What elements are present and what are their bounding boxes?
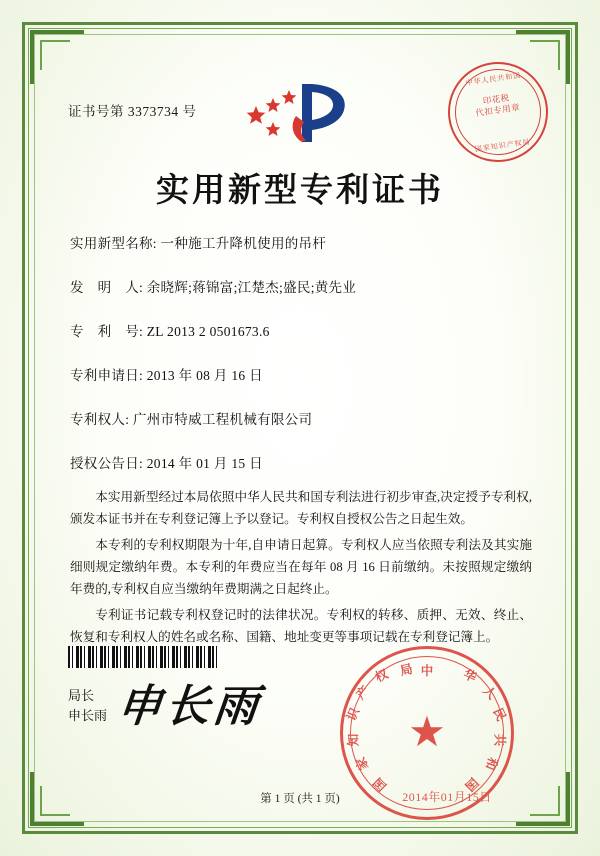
seal-char-11: 产 [354, 683, 373, 703]
field-label-application-date: 专利申请日: [70, 368, 144, 383]
field-value-patent-number: ZL 2013 2 0501673.6 [146, 324, 270, 339]
field-label-inventor: 发 明 人: [70, 280, 144, 295]
field-value-grant-date: 2014 年 01 月 15 日 [146, 456, 263, 471]
seal-char-8: 家 [353, 755, 371, 773]
certificate-content [46, 46, 554, 810]
field-row-patent-number [70, 320, 534, 340]
seal-char-7: 国 [370, 774, 390, 794]
page-title: 实用新型专利证书 [156, 173, 444, 209]
field-row-application-date [70, 364, 534, 384]
page-footer: 第 1 页 (共 1 页) [260, 793, 340, 805]
field-label-patent-number: 专 利 号: [70, 324, 144, 339]
seal-char-3: 民 [490, 705, 509, 724]
legal-text-block [70, 486, 532, 652]
seal-char-12: 权 [372, 666, 391, 685]
seal-char-10: 识 [344, 705, 363, 724]
paragraph-1: 本实用新型经过本局依照中华人民共和国专利法进行初步审查,决定授予专利权,颁发本证书并在专利登记簿上予以登记。专利权自授权公告之日起生效。 [70, 490, 532, 526]
field-row-grant-date [70, 452, 534, 472]
tax-stamp-center-text: 印花税 代扣专用章 [474, 92, 521, 119]
seal-char-6: 国 [461, 774, 481, 794]
signature-name-label: 申长雨 [68, 708, 108, 723]
signature-block [68, 686, 107, 726]
star-icon: ★ [408, 710, 446, 756]
tax-stamp-arc-bottom: 国家知识产权局 [474, 137, 532, 154]
field-list [70, 232, 534, 496]
sipo-logo-icon [46, 76, 554, 150]
seal-char-9: 知 [346, 733, 361, 747]
field-value-patentee: 广州市特威工程机械有限公司 [132, 412, 313, 427]
field-row-patentee [70, 408, 534, 428]
handwritten-signature: 申长雨 [114, 682, 265, 731]
field-value-name: 一种施工升降机使用的吊杆 [160, 236, 327, 251]
barcode-icon [68, 646, 218, 668]
paragraph-2: 本专利的专利权期限为十年,自申请日起算。专利权人应当依照专利法及其实施细则规定缴纳年费。本专利的年费应当在每年 08 月 16 日前缴纳。未按照规定缴纳年费的,专利权自应当缴纳年费期满之日起终止。 [70, 538, 532, 596]
seal-char-13: 局 [398, 661, 415, 679]
signature-role-label: 局长 [68, 688, 95, 703]
seal-char-0: 中 [420, 664, 434, 678]
seal-date: 2014年01月15日 [402, 790, 492, 804]
paragraph-3: 专利证书记载专利权登记时的法律状况。专利权的转移、质押、无效、终止、恢复和专利权人的姓名或名称、国籍、地址变更等事项记载在专利登记簿上。 [70, 608, 532, 644]
tax-stamp-arc-top: 中华人民共和国 [465, 71, 522, 88]
seal-char-1: 华 [461, 666, 479, 685]
field-row-name [70, 232, 534, 252]
seal-char-4: 共 [492, 733, 507, 747]
field-row-inventor [70, 276, 534, 296]
field-value-inventor: 余晓辉;蒋锦富;江楚杰;盛民;黄先业 [146, 280, 357, 295]
seal-char-5: 和 [482, 755, 500, 773]
field-label-grant-date: 授权公告日: [70, 456, 144, 471]
field-value-application-date: 2013 年 08 月 16 日 [146, 368, 263, 383]
certificate-number: 证书号第 3373734 号 [68, 104, 197, 119]
field-label-name: 实用新型名称: [70, 236, 157, 251]
field-label-patentee: 专利权人: [70, 412, 130, 427]
seal-char-2: 人 [480, 683, 500, 703]
